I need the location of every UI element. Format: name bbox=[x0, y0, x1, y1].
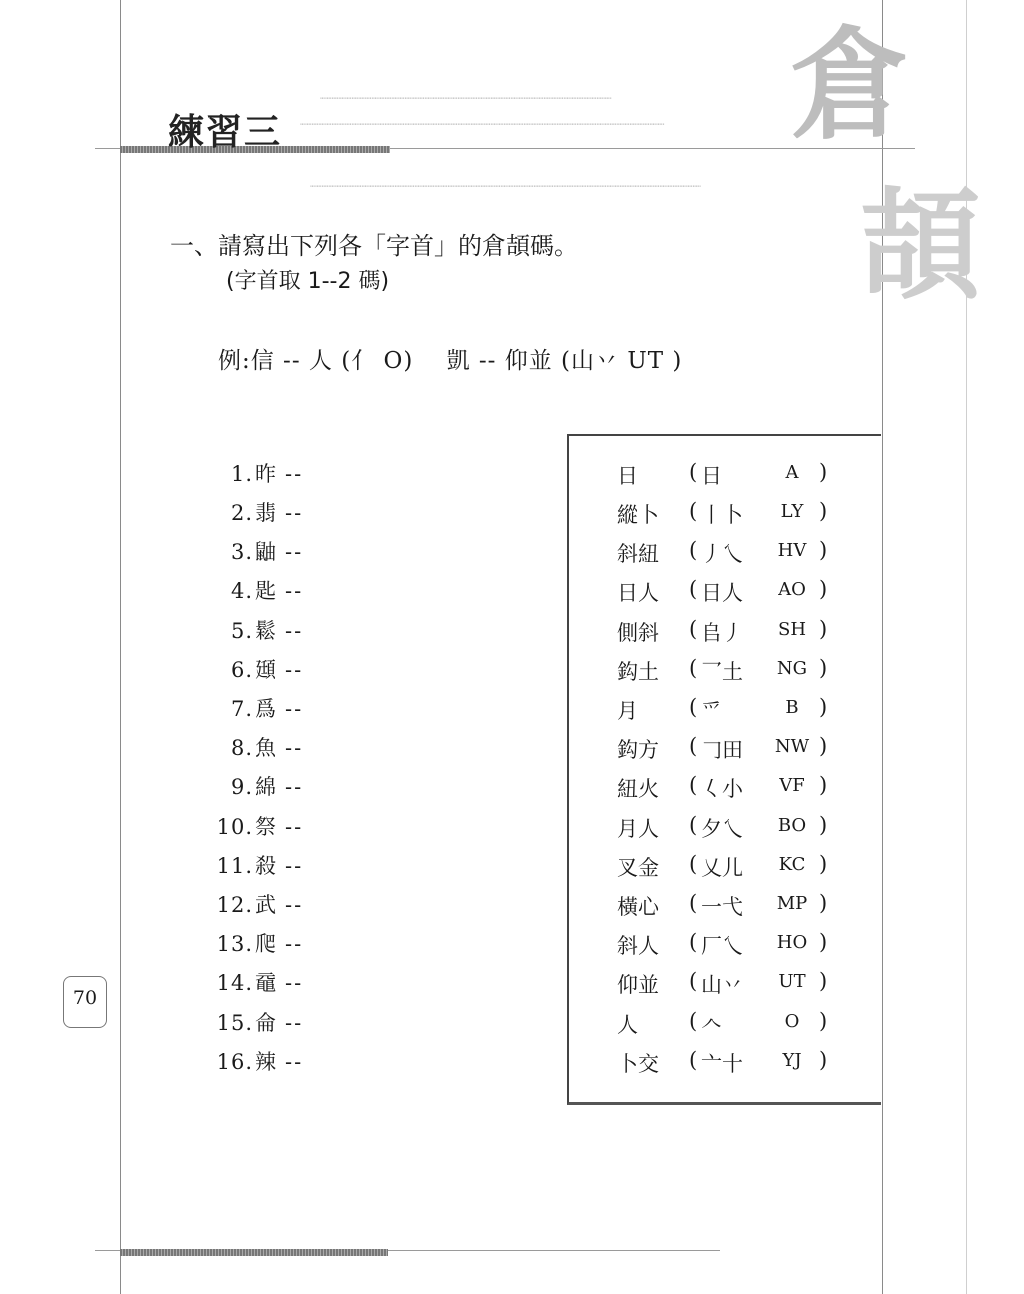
radical-name: 卜交 bbox=[617, 1052, 659, 1076]
paren-open: ( bbox=[689, 852, 698, 876]
paren-close: ) bbox=[819, 969, 828, 993]
cangjie-code: B bbox=[785, 697, 799, 718]
question-char: 綿 bbox=[255, 775, 276, 799]
question-number: 5. bbox=[230, 619, 253, 643]
answer-blank[interactable]: -- bbox=[285, 1011, 304, 1035]
question-item bbox=[205, 928, 325, 964]
radical-shape: 𡿨小 bbox=[701, 777, 743, 801]
cangjie-code: BO bbox=[777, 815, 807, 836]
question-item bbox=[205, 693, 325, 729]
paren-open: ( bbox=[689, 695, 698, 719]
radical-shape: 乂儿 bbox=[701, 856, 743, 880]
paren-open: ( bbox=[689, 538, 698, 562]
question-number: 16. bbox=[216, 1050, 253, 1074]
question-item bbox=[205, 536, 325, 572]
paren-close: ) bbox=[819, 695, 828, 719]
radical-name: 月人 bbox=[617, 817, 659, 841]
paren-open: ( bbox=[689, 499, 698, 523]
radical-shape: 丨卜 bbox=[701, 503, 743, 527]
question-number: 4. bbox=[230, 579, 253, 603]
question-item bbox=[205, 889, 325, 925]
question-number: 2. bbox=[230, 501, 253, 525]
question-number: 13. bbox=[216, 932, 253, 956]
question-number: 1. bbox=[230, 462, 253, 486]
question-char: 爬 bbox=[255, 932, 276, 956]
example-line: 例:信 -- 人 (亻 O) 凱 -- 仰並 (山丷 UT ) bbox=[218, 348, 683, 374]
radical-shape: 日 bbox=[701, 464, 722, 488]
radical-shape: 日人 bbox=[701, 581, 743, 605]
question-item bbox=[205, 967, 325, 1003]
cangjie-code: UT bbox=[778, 971, 806, 992]
radical-shape: 𠆢 bbox=[701, 1013, 722, 1037]
question-number: 3. bbox=[230, 540, 253, 564]
paren-close: ) bbox=[819, 577, 828, 601]
answer-blank[interactable]: -- bbox=[285, 462, 304, 486]
instruction-text: 一、請寫出下列各「字首」的倉頡碼。 bbox=[170, 232, 578, 260]
paren-open: ( bbox=[689, 930, 698, 954]
question-number: 9. bbox=[230, 775, 253, 799]
radical-name: 橫心 bbox=[617, 895, 659, 919]
radical-name: 縱卜 bbox=[617, 503, 659, 527]
cangjie-code: HO bbox=[776, 932, 808, 953]
paren-close: ) bbox=[819, 538, 828, 562]
answer-blank[interactable]: -- bbox=[285, 619, 304, 643]
cangjie-code: SH bbox=[777, 619, 807, 640]
paren-open: ( bbox=[689, 617, 698, 641]
answer-blank[interactable]: -- bbox=[285, 501, 304, 525]
paren-open: ( bbox=[689, 460, 698, 484]
question-char: 殺 bbox=[255, 854, 276, 878]
question-char: 黿 bbox=[255, 971, 276, 995]
radical-name: 鈎土 bbox=[617, 660, 659, 684]
radical-shape: 一弋 bbox=[701, 895, 743, 919]
radical-shape: 爫 bbox=[701, 699, 722, 723]
answer-blank[interactable]: -- bbox=[285, 736, 304, 760]
answer-blank[interactable]: -- bbox=[285, 932, 304, 956]
left-margin-line bbox=[120, 0, 121, 1294]
answer-blank[interactable]: -- bbox=[285, 579, 304, 603]
question-item bbox=[205, 1007, 325, 1043]
question-item bbox=[205, 654, 325, 690]
radical-shape: 夕乀 bbox=[701, 817, 743, 841]
radical-name: 鈎方 bbox=[617, 738, 659, 762]
question-item bbox=[205, 811, 325, 847]
paren-open: ( bbox=[689, 813, 698, 837]
radical-name: 仰並 bbox=[617, 973, 659, 997]
radical-shape: 山丷 bbox=[701, 973, 743, 997]
answer-blank[interactable]: -- bbox=[285, 658, 304, 682]
question-item bbox=[205, 497, 325, 533]
cangjie-code: YJ bbox=[782, 1050, 802, 1071]
answer-blank[interactable]: -- bbox=[285, 1050, 304, 1074]
question-item bbox=[205, 1046, 325, 1082]
paren-open: ( bbox=[689, 734, 698, 758]
answer-blank[interactable]: -- bbox=[285, 893, 304, 917]
cangjie-code: LY bbox=[780, 501, 804, 522]
answer-blank[interactable]: -- bbox=[285, 775, 304, 799]
radical-name: 日 bbox=[617, 464, 638, 488]
question-number: 14. bbox=[216, 971, 253, 995]
question-item bbox=[205, 575, 325, 611]
question-item bbox=[205, 615, 325, 651]
answer-blank[interactable]: -- bbox=[285, 540, 304, 564]
question-number: 6. bbox=[230, 658, 253, 682]
question-number: 15. bbox=[216, 1011, 253, 1035]
decorative-code-strip: ┈┈┈┈┈┈┈┈┈┈┈┈┈┈┈┈┈┈┈┈┈┈┈┈┈┈┈┈┈┈┈┈┈┈┈┈┈┈┈┈┈┈┈┈ bbox=[320, 92, 612, 105]
question-char: 頲 bbox=[255, 658, 276, 682]
paren-close: ) bbox=[819, 813, 828, 837]
question-number: 10. bbox=[216, 815, 253, 839]
radical-shape: 乛土 bbox=[701, 660, 743, 684]
paren-close: ) bbox=[819, 617, 828, 641]
radical-shape: 𠂤丿 bbox=[701, 621, 743, 645]
radical-name: 斜人 bbox=[617, 934, 659, 958]
paren-open: ( bbox=[689, 656, 698, 680]
radical-shape: 亠十 bbox=[701, 1052, 743, 1076]
answer-blank[interactable]: -- bbox=[285, 815, 304, 839]
radical-name: 月 bbox=[617, 699, 638, 723]
paren-open: ( bbox=[689, 773, 698, 797]
radical-name: 斜紐 bbox=[617, 542, 659, 566]
question-char: 昨 bbox=[255, 462, 276, 486]
cangjie-code: HV bbox=[777, 540, 807, 561]
paren-open: ( bbox=[689, 1009, 698, 1033]
paren-close: ) bbox=[819, 499, 828, 523]
question-char: 匙 bbox=[255, 579, 276, 603]
question-item bbox=[205, 732, 325, 768]
answer-blank[interactable]: -- bbox=[285, 971, 304, 995]
cangjie-code: O bbox=[784, 1011, 800, 1032]
radical-name: 側斜 bbox=[617, 621, 659, 645]
radical-name: 紐火 bbox=[617, 777, 659, 801]
answer-blank[interactable]: -- bbox=[285, 697, 304, 721]
paren-close: ) bbox=[819, 656, 828, 680]
watermark-char-jie: 頡 bbox=[860, 175, 980, 316]
question-number: 8. bbox=[230, 736, 253, 760]
question-number: 11. bbox=[216, 854, 253, 878]
radical-shape: 𠃌田 bbox=[701, 738, 743, 762]
answer-blank[interactable]: -- bbox=[285, 854, 304, 878]
exercise-heading: 練習三 bbox=[168, 112, 283, 153]
question-char: 辣 bbox=[255, 1050, 276, 1074]
question-char: 侖 bbox=[255, 1011, 276, 1035]
cangjie-code: VF bbox=[779, 775, 805, 796]
cangjie-code: MP bbox=[776, 893, 808, 914]
question-char: 武 bbox=[255, 893, 276, 917]
question-char: 祭 bbox=[255, 815, 276, 839]
question-char: 鼬 bbox=[255, 540, 276, 564]
question-item bbox=[205, 771, 325, 807]
radical-shape: 厂乀 bbox=[701, 934, 743, 958]
question-char: 魚 bbox=[255, 736, 276, 760]
paren-open: ( bbox=[689, 577, 698, 601]
cangjie-code: AO bbox=[778, 579, 806, 600]
paren-close: ) bbox=[819, 1048, 828, 1072]
paren-open: ( bbox=[689, 1048, 698, 1072]
question-char: 爲 bbox=[255, 697, 276, 721]
cangjie-code: NG bbox=[776, 658, 808, 679]
question-number: 12. bbox=[216, 893, 253, 917]
radical-name: 人 bbox=[617, 1013, 638, 1037]
question-char: 翡 bbox=[255, 501, 276, 525]
radical-name: 日人 bbox=[617, 581, 659, 605]
paren-close: ) bbox=[819, 891, 828, 915]
paren-close: ) bbox=[819, 1009, 828, 1033]
question-char: 鬆 bbox=[255, 619, 276, 643]
radical-name: 叉金 bbox=[617, 856, 659, 880]
paren-close: ) bbox=[819, 460, 828, 484]
page-number: 70 bbox=[63, 976, 107, 1028]
cangjie-code: KC bbox=[778, 854, 806, 875]
cangjie-code: NW bbox=[774, 736, 810, 757]
radical-shape: 丿乀 bbox=[701, 542, 743, 566]
paren-open: ( bbox=[689, 969, 698, 993]
question-item bbox=[205, 850, 325, 886]
decorative-code-strip: ┈┈┈┈┈┈┈┈┈┈┈┈┈┈┈┈┈┈┈┈┈┈┈┈┈┈┈┈┈┈┈┈┈┈┈┈┈┈┈┈┈┈┈┈┈┈┈┈┈┈┈┈┈┈┈ bbox=[300, 118, 665, 131]
paren-close: ) bbox=[819, 734, 828, 758]
footer-bar bbox=[120, 1249, 388, 1256]
watermark-char-cang: 倉 bbox=[790, 15, 910, 156]
radical-reference-box bbox=[567, 434, 881, 1105]
decorative-code-strip: ┈┈┈┈┈┈┈┈┈┈┈┈┈┈┈┈┈┈┈┈┈┈┈┈┈┈┈┈┈┈┈┈┈┈┈┈┈┈┈┈┈┈┈┈┈┈┈┈┈┈┈┈┈┈┈┈┈┈┈ bbox=[310, 180, 701, 193]
paren-open: ( bbox=[689, 891, 698, 915]
cangjie-code: A bbox=[785, 462, 799, 483]
paren-close: ) bbox=[819, 930, 828, 954]
instruction-subtext: (字首取 1--2 碼) bbox=[226, 269, 390, 294]
paren-close: ) bbox=[819, 773, 828, 797]
paren-close: ) bbox=[819, 852, 828, 876]
question-number: 7. bbox=[230, 697, 253, 721]
question-item bbox=[205, 458, 325, 494]
